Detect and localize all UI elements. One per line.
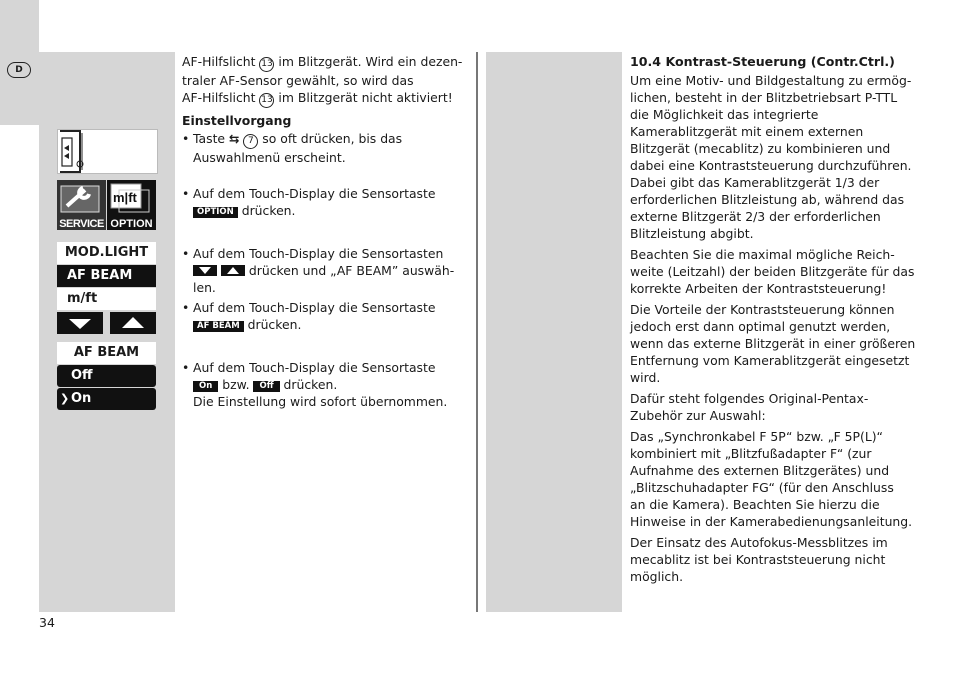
flash-side-icon xyxy=(58,130,157,173)
step-2: • Auf dem Touch-Display die Sensortaste OPTION drücken. xyxy=(182,186,436,218)
option-badge: OPTION xyxy=(193,207,238,218)
step-1: • Taste ⇆ 7 so oft drücken, bis das Auswahlmenü erscheint. xyxy=(182,131,403,165)
ref-13-icon: 13 xyxy=(259,93,274,108)
service-button xyxy=(57,180,106,230)
middle-gray-column xyxy=(486,52,622,612)
ref-7-icon: 7 xyxy=(243,134,258,149)
page-number: 34 xyxy=(39,615,55,630)
on-option xyxy=(57,388,156,410)
afbeam-badge: AF BEAM xyxy=(193,321,244,332)
on-badge: On xyxy=(193,381,218,392)
section-title: 10.4 Kontrast-Steuerung (Contr.Ctrl.) xyxy=(630,54,895,69)
up-arrow-button xyxy=(110,312,156,334)
off-option: Off xyxy=(57,365,156,387)
option-button xyxy=(107,180,156,230)
intro-paragraph: AF-Hilfslicht 13 im Blitzgerät. Wird ein dezen- traler AF-Sensor gewählt, so wird das AF-Hilfslicht 13 im Blitzgerät nicht aktiviert! Einstellvorgang xyxy=(182,53,472,129)
service-label: SERVICE xyxy=(59,218,104,230)
chevron-up-icon xyxy=(110,312,156,334)
afbeam-header: AF BEAM xyxy=(57,342,156,364)
mode-key-icon: ⇆ xyxy=(229,131,240,146)
step-3: • Auf dem Touch-Display die Sensortasten drücken und „AF BEAM” auswäh- len. xyxy=(182,246,455,295)
section-heading: Einstellvorgang xyxy=(182,113,292,128)
paragraph-6: Der Einsatz des Autofokus-Messblitzes im mecablitz ist bei Kontraststeuerung nicht möglich. xyxy=(630,535,888,584)
wrench-icon xyxy=(57,180,106,214)
selection-arrow-icon: ❯ xyxy=(60,392,70,405)
afbeam-row: AF BEAM xyxy=(57,265,156,287)
column-divider xyxy=(476,52,478,612)
paragraph-2: Beachten Sie die maximal mögliche Reich- weite (Leitzahl) der beiden Blitzgeräte für das korrekte Arbeiten der Kontraststeuerung! xyxy=(630,247,915,296)
option-label: OPTION xyxy=(110,218,153,230)
paragraph-5: Das „Synchronkabel F 5P“ bzw. „F 5P(L)“ kombiniert mit „Blitzfußadapter F“ (zur Aufnahme des externen Blitzgerätes) und „Blitzschuhadapter FG“ (für den Anschluss an die Kamera). Beachten Sie hierzu die Hinweise in der Kamerabedienungsanleitung. xyxy=(630,429,913,529)
language-badge: D xyxy=(7,62,31,78)
chevron-down-icon xyxy=(199,267,211,274)
down-key-badge xyxy=(193,265,217,276)
on-label: On xyxy=(71,391,92,406)
step-5: • Auf dem Touch-Display die Sensortaste On bzw. Off drücken. Die Einstellung wird sofort übernommen. xyxy=(182,360,448,409)
mft-row: m/ft xyxy=(57,288,156,310)
paragraph-1: Um eine Motiv- und Bildgestaltung zu ermög- lichen, besteht in der Blitzbetriebsart P-TTL die Möglichkeit das integrierte Kamerablitzgerät mit einem externen Blitzgerät (mecablitz) zu kombinieren und dabei eine Kontraststeuerung durchzuführen. Dabei gibt das Kamerablitzgerät 1/3 der erforderlichen Blitzleistung ab, während das externe Blitzgerät 2/3 der erforderlichen Blitzleistung abgibt. xyxy=(630,73,912,241)
chevron-down-icon xyxy=(57,312,103,334)
ref-13-icon: 13 xyxy=(259,57,274,72)
contrast-section xyxy=(630,53,920,589)
paragraph-4: Dafür steht folgendes Original-Pentax- Zubehör zur Auswahl: xyxy=(630,391,869,423)
up-key-badge xyxy=(221,265,245,276)
flash-button-illustration xyxy=(57,129,158,174)
off-badge: Off xyxy=(253,381,279,392)
down-arrow-button xyxy=(57,312,103,334)
svg-text:m|ft: m|ft xyxy=(113,190,137,205)
option-icon xyxy=(107,180,156,214)
modlight-row: MOD.LIGHT xyxy=(57,242,156,264)
chevron-up-icon xyxy=(227,267,239,274)
paragraph-3: Die Vorteile der Kontraststeuerung können jedoch erst dann optimal genutzt werden, wenn das externe Blitzgerät in einer größeren Entfernung vom Kamerablitzgerät eingesetzt wird. xyxy=(630,302,916,385)
step-4: • Auf dem Touch-Display die Sensortaste AF BEAM drücken. xyxy=(182,300,436,332)
